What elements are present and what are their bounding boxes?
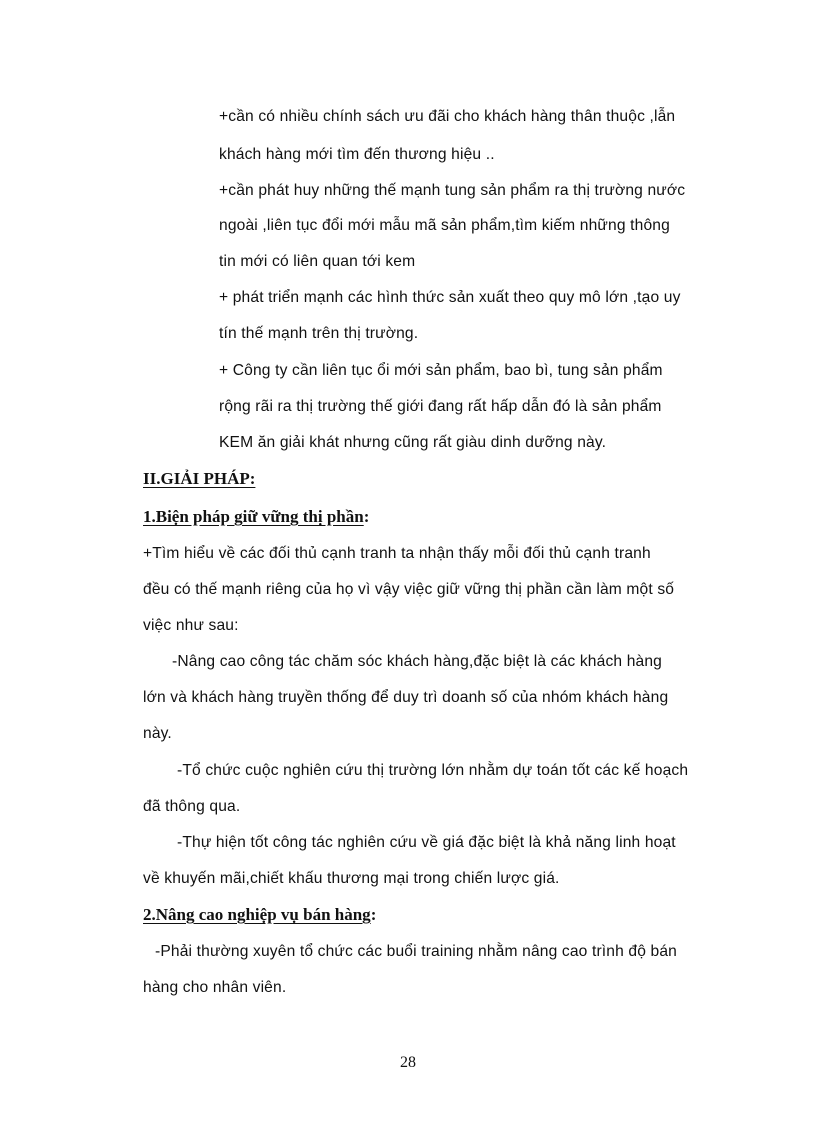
page-number: 28 xyxy=(400,1054,416,1071)
text-line: +Tìm hiểu về các đối thủ cạnh tranh ta nhận thấy mỗi đối thủ cạnh tranh xyxy=(143,545,651,562)
text-line: hàng cho nhân viên. xyxy=(143,979,287,996)
subheading-sales-skills xyxy=(143,905,376,925)
text-line: tin mới có liên quan tới kem xyxy=(219,253,416,270)
text-line: tín thế mạnh trên thị trường. xyxy=(219,325,419,342)
subheading-market-share-suffix: : xyxy=(363,507,370,526)
text-line: -Tổ chức cuộc nghiên cứu thị trường lớn nhằm dự toán tốt các kế hoạch xyxy=(177,762,689,779)
subheading-market-share-text: 1.Biện pháp giữ vững thị phần xyxy=(143,507,364,526)
text-line: KEM ăn giải khát nhưng cũng rất giàu dinh dưỡng này. xyxy=(219,434,607,451)
section-heading xyxy=(143,469,255,489)
text-line: đã thông qua. xyxy=(143,798,241,815)
text-line: này. xyxy=(143,725,172,742)
text-line: đều có thế mạnh riêng của họ vì vậy việc giữ vững thị phần cần làm một số xyxy=(143,581,675,598)
subheading-sales-skills-suffix: : xyxy=(370,905,377,924)
text-line: -Nâng cao công tác chăm sóc khách hàng,đặc biệt là các khách hàng xyxy=(172,653,662,670)
text-line: -Thự hiện tốt công tác nghiên cứu về giá đặc biệt là khả năng linh hoạt xyxy=(177,834,676,851)
text-line: + Công ty cần liên tục ổi mới sản phẩm, bao bì, tung sản phẩm xyxy=(219,362,663,379)
text-line: ngoài ,liên tục đổi mới mẫu mã sản phẩm,tìm kiếm những thông xyxy=(219,217,670,234)
text-line: +cần phát huy những thế mạnh tung sản phẩm ra thị trường nước xyxy=(219,182,686,199)
text-line: rộng rãi ra thị trường thế giới đang rất hấp dẫn đó là sản phẩm xyxy=(219,398,662,415)
subheading-market-share xyxy=(143,507,369,527)
text-line: khách hàng mới tìm đến thương hiệu .. xyxy=(219,146,495,163)
section-heading-text: II.GIẢI PHÁP: xyxy=(143,469,256,488)
text-line: về khuyến mãi,chiết khấu thương mại trong chiến lược giá. xyxy=(143,870,560,887)
text-line: lớn và khách hàng truyền thống để duy trì doanh số của nhóm khách hàng xyxy=(143,689,669,706)
text-line: +cần có nhiều chính sách ưu đãi cho khách hàng thân thuộc ,lẫn xyxy=(219,108,676,125)
subheading-sales-skills-text: 2.Nâng cao nghiệp vụ bán hàng xyxy=(143,905,371,924)
text-line: -Phải thường xuyên tổ chức các buổi training nhằm nâng cao trình độ bán xyxy=(155,943,678,960)
text-line: việc như sau: xyxy=(143,617,239,634)
text-line: + phát triển mạnh các hình thức sản xuất theo quy mô lớn ,tạo uy xyxy=(219,289,681,306)
